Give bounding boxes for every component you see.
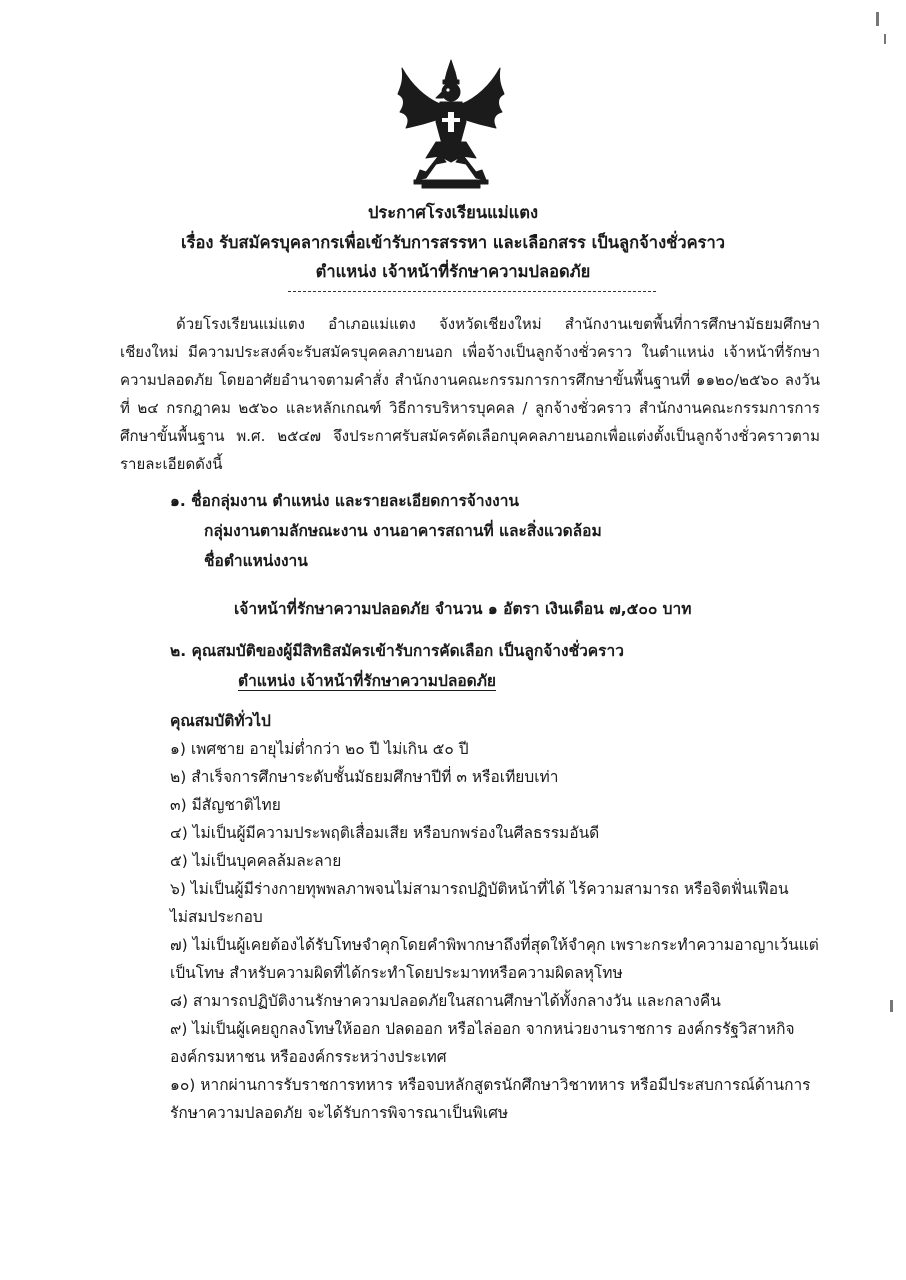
qualification-item: ๕) ไม่เป็นบุคคลล้มละลาย bbox=[170, 852, 342, 870]
announcement-title: ประกาศโรงเรียนแม่แตง bbox=[367, 203, 539, 222]
qualification-item-cont: เป็นโทษ สำหรับความผิดที่ได้กระทำโดยประมาทหรือความผิดลหุโทษ bbox=[170, 964, 623, 982]
scan-mark bbox=[884, 34, 886, 44]
qualification-item: ๘) สามารถปฏิบัติงานรักษาความปลอดภัยในสถานศึกษาได้ทั้งกลางวัน และกลางคืน bbox=[170, 992, 721, 1010]
section1-position-label: ชื่อตำแหน่งงาน bbox=[204, 552, 308, 570]
section2-heading: ๒. คุณสมบัติของผู้มีสิทธิสมัครเข้ารับการคัดเลือก เป็นลูกจ้างชั่วคราว bbox=[170, 642, 624, 660]
qualification-item: ๔) ไม่เป็นผู้มีความประพฤติเสื่อมเสีย หรือบกพร่องในศีลธรรมอันดี bbox=[170, 824, 600, 842]
announcement-position: ตำแหน่ง เจ้าหน้าที่รักษาความปลอดภัย bbox=[315, 262, 591, 281]
section1-group: กลุ่มงานตามลักษณะงาน งานอาคารสถานที่ และสิ่งแวดล้อม bbox=[204, 522, 602, 540]
intro-paragraph: ด้วยโรงเรียนแม่แตง อำเภอแม่แตง จังหวัดเชียงใหม่ สำนักงานเขตพื้นที่การศึกษามัธยมศึกษาเชียงใหม่ มีความประสงค์จะรับสมัครบุคคลภายนอก เพื่อจ้างเป็นลูกจ้างชั่วคราว ในตำแหน่ง เจ้าหน้าที่รักษาความปลอดภัย โดยอาศัยอำนาจตามคำสั่ง สำนักงานคณะกรรมการการศึกษาขั้นพื้นฐานที่ ๑๑๒๐/๒๕๖๐ ลงวันที่ ๒๔ กรกฎาคม ๒๕๖๐ และหลักเกณฑ์ วิธีการบริหารบุคคล / ลูกจ้างชั่วคราว สำนักงานคณะกรรมการการศึกษาขั้นพื้นฐาน พ.ศ. ๒๕๔๗ จึงประกาศรับสมัครคัดเลือกบุคคลภายนอกเพื่อแต่งตั้งเป็นลูกจ้างชั่วคราวตามรายละเอียดดังนี้ bbox=[120, 315, 820, 473]
qualification-item-cont: องค์กรมหาชน หรือองค์กรระหว่างประเทศ bbox=[170, 1048, 447, 1066]
qualification-item: ๓) มีสัญชาติไทย bbox=[170, 796, 281, 814]
qualification-item-cont: รักษาความปลอดภัย จะได้รับการพิจารณาเป็นพิเศษ bbox=[170, 1104, 509, 1122]
qualification-item: ๗) ไม่เป็นผู้เคยต้องได้รับโทษจำคุกโดยคำพิพากษาถึงที่สุดให้จำคุก เพราะกระทำความอาญาเว้นแต่ bbox=[170, 936, 819, 954]
section1-position-line: เจ้าหน้าที่รักษาความปลอดภัย จำนวน ๑ อัตรา เงินเดือน ๗,๕๐๐ บาท bbox=[234, 600, 692, 618]
section2-position: ตำแหน่ง เจ้าหน้าที่รักษาความปลอดภัย bbox=[238, 672, 496, 690]
qualification-item: ๑๐) หากผ่านการรับราชการทหาร หรือจบหลักสูตรนักศึกษาวิชาทหาร หรือมีประสบการณ์ด้านการ bbox=[170, 1076, 811, 1094]
scan-mark bbox=[890, 1000, 893, 1012]
qualification-item-cont: ไม่สมประกอบ bbox=[170, 908, 263, 926]
scan-mark bbox=[876, 12, 879, 26]
qualification-item: ๖) ไม่เป็นผู้มีร่างกายทุพพลภาพจนไม่สามารถปฏิบัติหน้าที่ได้ ไร้ความสามารถ หรือจิตฟั่นเฟือน bbox=[170, 880, 789, 898]
title-divider bbox=[288, 291, 656, 292]
section1-heading: ๑. ชื่อกลุ่มงาน ตำแหน่ง และรายละเอียดการจ้างงาน bbox=[170, 492, 519, 510]
qualification-item: ๑) เพศชาย อายุไม่ต่ำกว่า ๒๐ ปี ไม่เกิน ๕๐ ปี bbox=[170, 740, 469, 758]
qualification-item: ๙) ไม่เป็นผู้เคยถูกลงโทษให้ออก ปลดออก หรือไล่ออก จากหน่วยงานราชการ องค์กรรัฐวิสาหกิจ bbox=[170, 1020, 795, 1038]
garuda-emblem-icon bbox=[396, 58, 506, 190]
general-qualifications-heading: คุณสมบัติทั่วไป bbox=[170, 712, 271, 730]
announcement-subject: เรื่อง รับสมัครบุคลากรเพื่อเข้ารับการสรรหา และเลือกสรร เป็นลูกจ้างชั่วคราว bbox=[180, 233, 726, 252]
qualification-item: ๒) สำเร็จการศึกษาระดับชั้นมัธยมศึกษาปีที่ ๓ หรือเทียบเท่า bbox=[170, 768, 559, 786]
